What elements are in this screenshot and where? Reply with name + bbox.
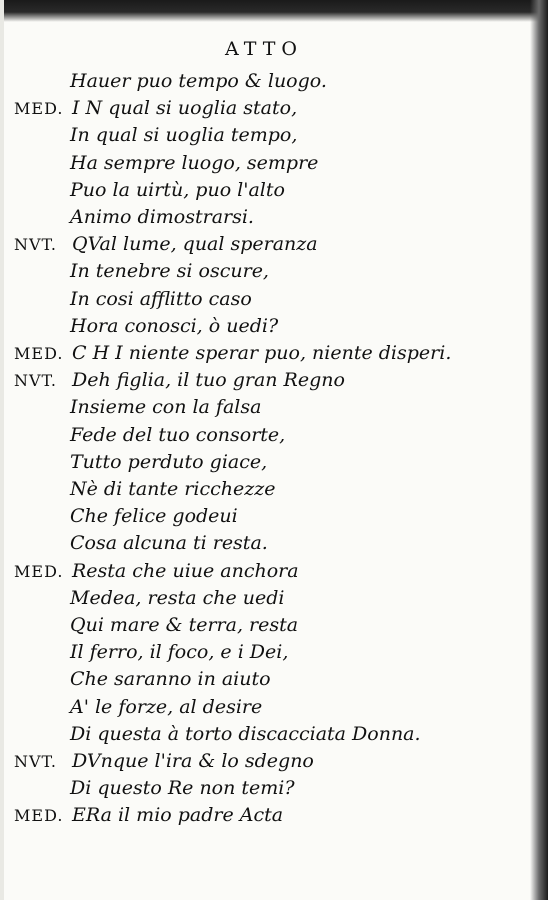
speaker-label: NVT.: [14, 752, 57, 771]
verse-text: Insieme con la falsa: [70, 396, 262, 419]
verse-text: C H I niente sperar puo, niente disperi.: [72, 342, 452, 364]
verse-text: In qual si uoglia tempo,: [70, 124, 298, 147]
speaker-label: MED.: [14, 806, 64, 826]
scan-edge-top: [0, 0, 548, 22]
verse-text: ERa il mio padre Acta: [72, 804, 284, 827]
scan-edge-right: [530, 0, 548, 900]
verse-text: Hora conosci, ò uedi?: [70, 314, 279, 337]
verse-text: Che saranno in aiuto: [70, 668, 271, 691]
verse-text: Animo dimostrarsi.: [70, 206, 254, 228]
verse-text: Ha sempre luogo, sempre: [70, 151, 319, 174]
speaker-label: MED.: [14, 344, 64, 363]
verse-text: Deh figlia, il tuo gran Regno: [72, 369, 345, 392]
verse-text: Che felice godeui: [70, 505, 238, 528]
verse-text: In cosi afflitto caso: [70, 287, 252, 310]
speaker-label: NVT.: [14, 371, 57, 391]
verse-text: Qui mare & terra, resta: [70, 614, 299, 636]
verse-text: QVal lume, qual speranza: [72, 233, 318, 256]
verse-text: Puo la uirtù, puo l'alto: [70, 178, 285, 201]
verse-text: Medea, resta che uedi: [70, 586, 285, 609]
scan-edge-left: [0, 0, 4, 900]
verse-text: Nè di tante ricchezze: [70, 478, 276, 500]
verse-text: Cosa alcuna ti resta.: [70, 532, 268, 555]
verse-text: Di questo Re non temi?: [70, 777, 295, 800]
verse-text: Hauer puo tempo & luogo.: [70, 70, 327, 92]
verse-text: I N qual si uoglia stato,: [72, 97, 298, 120]
verse-text: A' le forze, al desire: [70, 695, 263, 718]
verse-text: Tutto perduto giace,: [70, 450, 268, 473]
verse-text: Resta che uiue anchora: [72, 559, 299, 582]
speaker-label: MED.: [14, 561, 64, 581]
verse-text: DVnque l'ira & lo sdegno: [72, 750, 314, 772]
verse-text: Fede del tuo consorte,: [70, 423, 286, 446]
speaker-label: NVT.: [14, 235, 57, 255]
speaker-label: MED.: [14, 99, 64, 119]
verse-text: Il ferro, il foco, e i Dei,: [70, 641, 289, 664]
verse-text: Di questa à torto discacciata Donna.: [70, 722, 421, 745]
verse-text: In tenebre si oscure,: [70, 260, 269, 283]
running-head: ATTO: [225, 38, 303, 60]
